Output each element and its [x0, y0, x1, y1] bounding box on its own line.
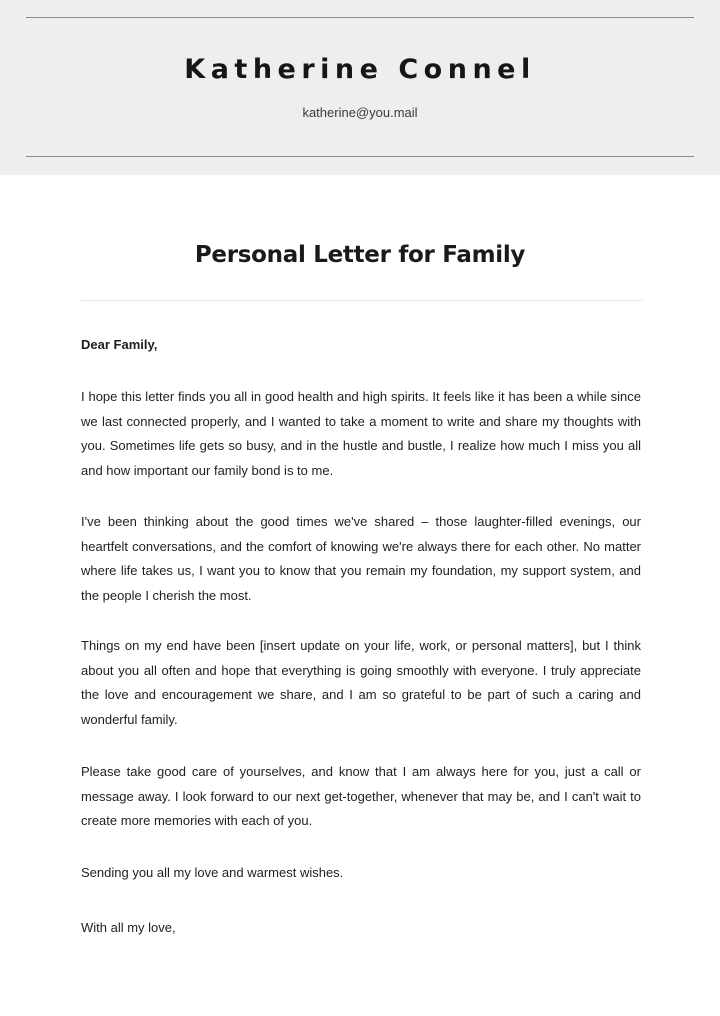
letter-paragraph-3: Things on my end have been [insert update on your life, work, or personal matters], but I think about you all often and hope that everything is going smoothly with everyone. I truly appreciate the love and encouragement we share, and I am so grateful to be part of such a caring and wonderful family. — [81, 638, 641, 728]
letter-closing: With all my love, — [81, 920, 176, 935]
letter-paragraph-2: I've been thinking about the good times we've shared – those laughter-filled evenings, our heartfelt conversations, and the comfort of knowing we're always there for each other. No matter where life takes us, I want you to know that you remain my foundation, my support system, and the people I cherish the most. — [81, 514, 641, 604]
letterhead — [0, 0, 720, 175]
letter-paragraph-1: I hope this letter finds you all in good health and high spirits. It feels like it has been a while since we last connected properly, and I wanted to take a moment to write and share my thoughts with you. Sometimes life gets so busy, and in the hustle and bustle, I realize how much I miss you all and how important our family bond is to me. — [81, 389, 641, 479]
title-divider — [81, 300, 643, 301]
letter-salutation: Dear Family, — [81, 337, 158, 352]
letterhead-top-divider — [26, 17, 694, 18]
letter-paragraph-4: Please take good care of yourselves, and know that I am always here for you, just a call or message away. I look forward to our next get-together, whenever that may be, and I can't wait to create more memories with each of you. — [81, 764, 641, 829]
letterhead-bottom-divider — [26, 156, 694, 157]
letter-paragraph-5: Sending you all my love and warmest wishes. — [81, 865, 344, 880]
letter-title: Personal Letter for Family — [194, 242, 526, 268]
sender-name: Katherine Connel — [184, 54, 536, 85]
sender-email: katherine@you.mail — [302, 105, 418, 120]
